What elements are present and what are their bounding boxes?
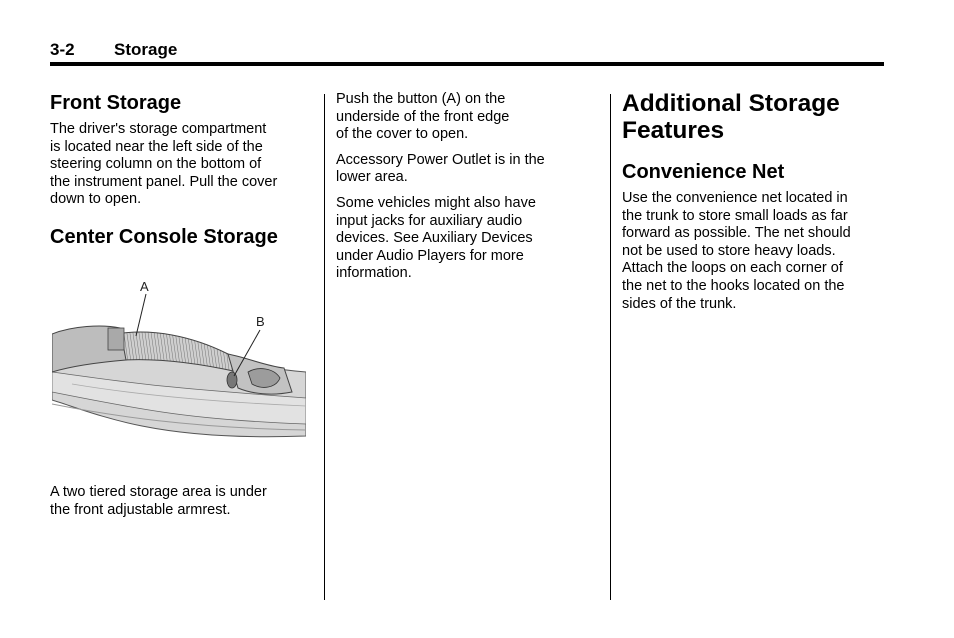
center-console-illustration — [52, 276, 306, 444]
column-3 — [622, 90, 884, 313]
paragraph — [336, 152, 598, 187]
text-line: Attach the loops on each corner of — [622, 260, 843, 277]
paragraph — [336, 91, 598, 144]
column-2 — [336, 91, 598, 291]
callout-label-a: A — [140, 279, 149, 294]
text-line: steering column on the bottom of — [50, 156, 262, 173]
text-line: forward as possible. The net should — [622, 225, 851, 242]
column-1 — [50, 91, 312, 249]
console-drawing — [52, 276, 306, 444]
text-line: the instrument panel. Pull the cover — [50, 173, 278, 190]
callout-label-b: B — [256, 314, 265, 329]
text-line: lower area. — [336, 169, 408, 186]
text-line: the net to the hooks located on the — [622, 277, 845, 294]
text-line: information. — [336, 265, 412, 282]
text-line: Use the convenience net located in — [622, 190, 848, 206]
text-line: under Audio Players for more — [336, 247, 524, 264]
column-divider-1 — [324, 94, 325, 600]
front-storage-heading: Front Storage — [50, 92, 182, 114]
text-line: down to open. — [50, 191, 142, 208]
convenience-net-heading: Convenience Net — [622, 161, 785, 183]
text-line: input jacks for auxiliary audio — [336, 212, 523, 229]
text-line: underside of the front edge — [336, 108, 510, 125]
text-line: Some vehicles might also have — [336, 194, 536, 211]
section-title: Storage — [114, 40, 178, 59]
center-console-caption — [50, 484, 312, 519]
text-line: the front adjustable armrest. — [50, 501, 231, 518]
text-line: sides of the trunk. — [622, 295, 737, 312]
additional-storage-heading — [622, 90, 884, 144]
text-line: A two tiered storage area is under — [50, 484, 267, 500]
column-divider-2 — [610, 94, 611, 600]
text-line: is located near the left side of the — [50, 138, 263, 155]
text-line: The driver's storage compartment — [50, 121, 267, 137]
heading-line: Additional Storage — [622, 90, 840, 117]
text-line: the trunk to store small loads as far — [622, 207, 848, 224]
paragraph — [336, 195, 598, 283]
text-line: of the cover to open. — [336, 126, 469, 143]
header-rule — [50, 62, 884, 66]
text-line: Push the button (A) on the — [336, 91, 506, 107]
text-line: devices. See Auxiliary Devices — [336, 230, 533, 247]
center-console-heading: Center Console Storage — [50, 225, 278, 248]
convenience-net-text — [622, 190, 884, 313]
text-line: not be used to store heavy loads. — [622, 242, 836, 259]
text-line: Accessory Power Outlet is in the — [336, 151, 545, 168]
heading-line: Features — [622, 117, 725, 144]
front-storage-text — [50, 121, 312, 209]
page-number: 3-2 — [50, 40, 75, 59]
page-header — [50, 40, 177, 60]
